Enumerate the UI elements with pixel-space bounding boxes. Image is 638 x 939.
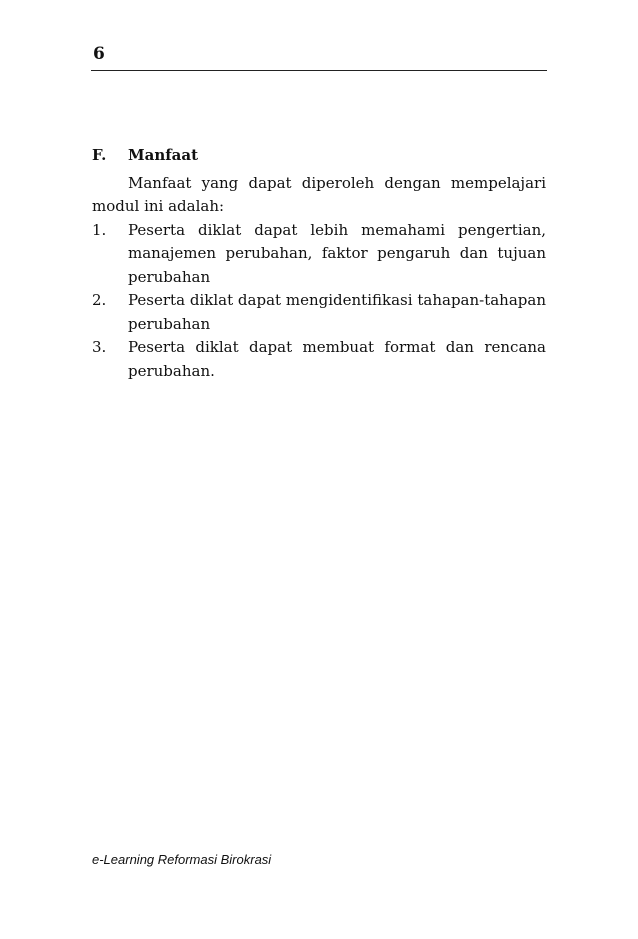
list-item <box>92 336 546 383</box>
header-rule <box>91 70 547 71</box>
section-heading <box>92 144 546 168</box>
section-manfaat <box>92 144 546 383</box>
benefit-list <box>92 219 546 384</box>
section-title: Manfaat <box>128 146 199 164</box>
footer-title: e-Learning Reformasi Birokrasi <box>92 852 272 867</box>
list-item-number: 2. <box>92 291 107 309</box>
list-item-text: Peserta diklat dapat lebih memahami pengertian, manajemen perubahan, faktor pengaruh dan tujuan perubahan <box>128 220 546 286</box>
list-item-number: 1. <box>92 220 107 239</box>
list-item <box>92 289 546 336</box>
section-letter: F. <box>92 146 107 164</box>
intro-paragraph: Manfaat yang dapat diperoleh dengan mempelajari modul ini adalah: <box>92 173 546 215</box>
list-item-text: Peserta diklat dapat membuat format dan rencana perubahan. <box>128 338 546 380</box>
list-item <box>92 219 546 290</box>
page-number: 6 <box>93 44 105 64</box>
list-item-number: 3. <box>92 338 107 356</box>
list-item-text: Peserta diklat dapat mengidentifikasi tahapan-tahapan perubahan <box>128 291 546 333</box>
